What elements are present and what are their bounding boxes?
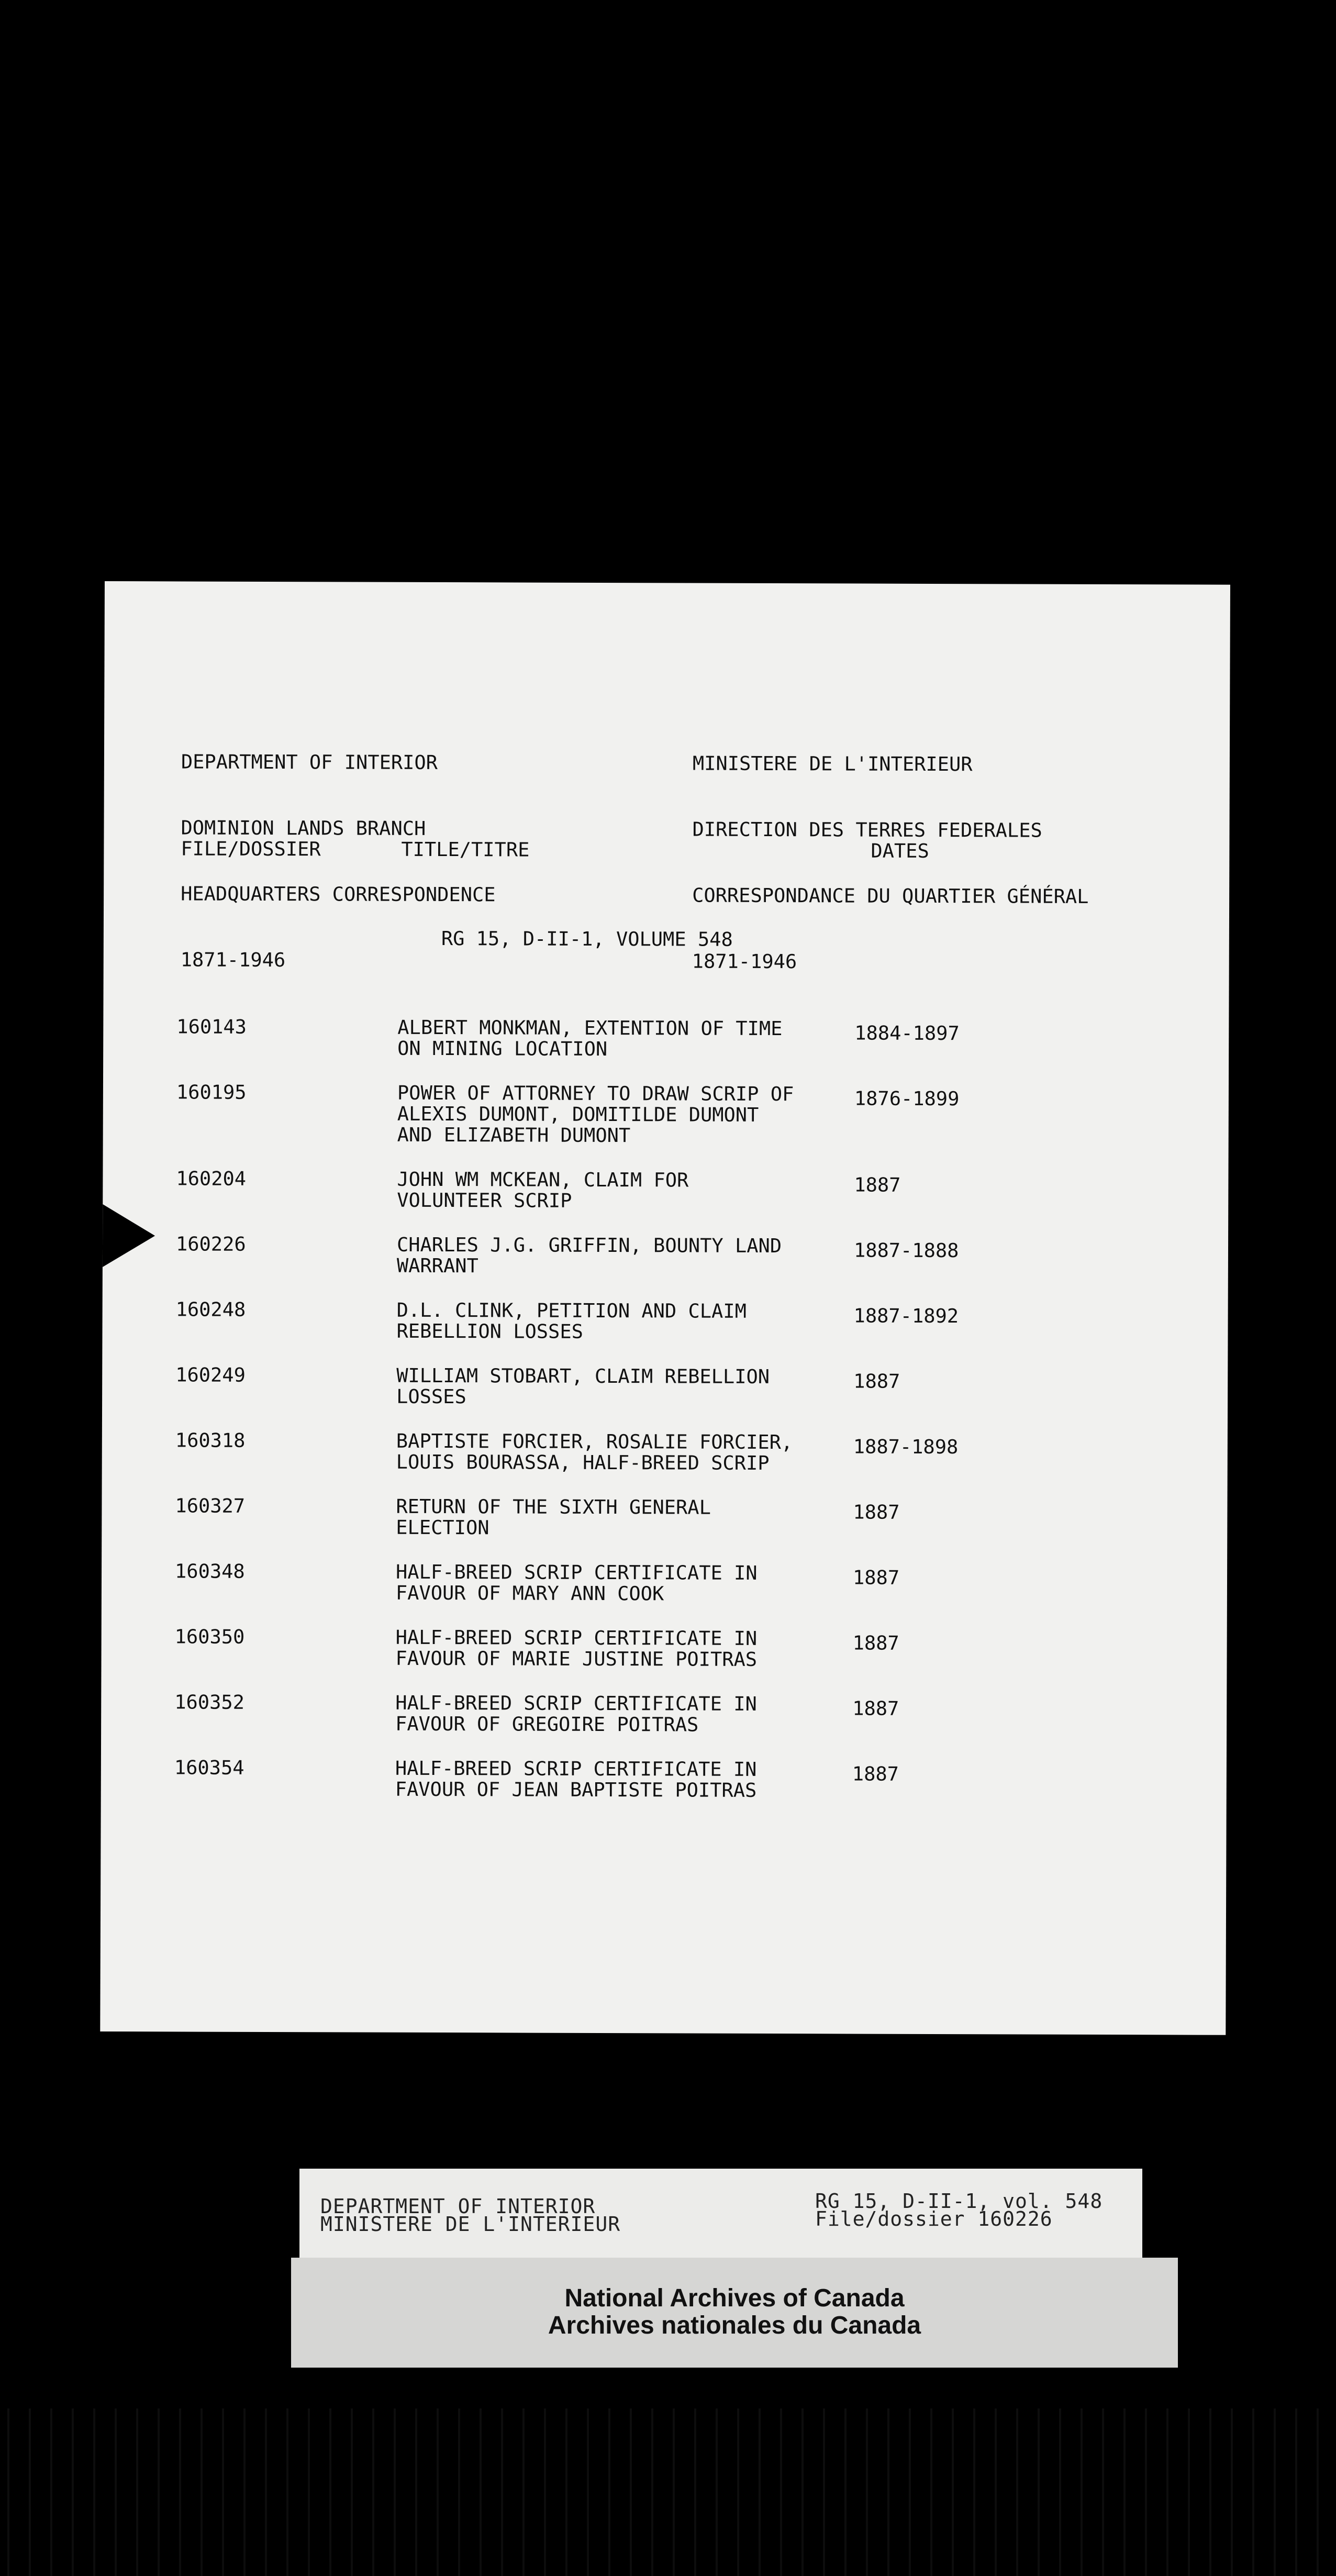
table-row [101, 1756, 1227, 1802]
file-number: 160226 [175, 1233, 246, 1256]
file-title-line: FAVOUR OF GREGOIRE POITRAS [395, 1712, 699, 1736]
file-title-line: ON MINING LOCATION [397, 1037, 608, 1061]
table-row [102, 1560, 1227, 1605]
file-number: 160350 [174, 1625, 245, 1648]
file-title-line: HALF-BREED SCRIP CERTIFICATE IN [395, 1691, 757, 1715]
header-french [692, 709, 1089, 1018]
file-dates: 1887 [854, 1173, 901, 1196]
file-dates: 1887-1888 [853, 1239, 959, 1262]
film-grain [0, 2408, 1336, 2576]
label-line: DEPARTMENT OF INTERIOR [320, 2195, 596, 2218]
file-title-line: FAVOUR OF JEAN BAPTISTE POITRAS [395, 1778, 757, 1802]
file-title-line: WARRANT [396, 1254, 478, 1278]
table-row [101, 1691, 1227, 1736]
file-title [397, 1169, 688, 1212]
header-line: DEPARTMENT OF INTERIOR [181, 750, 438, 774]
table-row [102, 1429, 1228, 1474]
file-title [395, 1692, 757, 1735]
file-title [397, 1017, 782, 1060]
file-title-line: WILLIAM STOBART, CLAIM REBELLION [396, 1364, 770, 1388]
file-title [397, 1234, 782, 1277]
table-row [102, 1625, 1227, 1671]
header-line: MINISTERE DE L'INTERIEUR [692, 752, 973, 776]
file-title-line: LOSSES [396, 1385, 466, 1408]
volume-reference: RG 15, D-II-1, VOLUME 548 [441, 927, 733, 951]
reference-label [299, 2169, 1142, 2268]
archives-label [291, 2258, 1178, 2368]
archives-line: National Archives of Canada [564, 2284, 905, 2312]
file-title [396, 1300, 747, 1342]
file-title-line: REBELLION LOSSES [396, 1319, 583, 1343]
table-row [102, 1494, 1228, 1539]
file-number: 160204 [176, 1167, 247, 1190]
file-title [396, 1561, 758, 1604]
file-number: 160195 [176, 1081, 247, 1104]
table-row [103, 1298, 1228, 1343]
file-title-line: FAVOUR OF MARIE JUSTINE POITRAS [395, 1647, 758, 1671]
file-title-line: ALEXIS DUMONT, DOMITILDE DUMONT [397, 1102, 759, 1126]
label-file-reference [815, 2192, 1103, 2228]
header-line: 1871-1946 [692, 950, 797, 973]
table-row [103, 1233, 1228, 1278]
file-title [396, 1365, 770, 1408]
file-title [397, 1082, 794, 1146]
file-dates: 1887 [852, 1566, 900, 1589]
file-title [395, 1758, 757, 1801]
file-dates: 1887 [852, 1631, 899, 1655]
file-title-line: D.L. CLINK, PETITION AND CLAIM [396, 1298, 747, 1323]
file-number: 160318 [175, 1429, 246, 1452]
file-title-line: HALF-BREED SCRIP CERTIFICATE IN [395, 1757, 757, 1781]
file-number: 160327 [175, 1494, 246, 1517]
archives-name [291, 2285, 1178, 2339]
file-title-line: HALF-BREED SCRIP CERTIFICATE IN [395, 1560, 758, 1584]
label-department [320, 2195, 621, 2236]
header-line: 1871-1946 [180, 948, 286, 972]
table-row [102, 1363, 1228, 1408]
file-title-line: VOLUNTEER SCRIP [397, 1189, 572, 1212]
file-title-line: JOHN WM MCKEAN, CLAIM FOR [397, 1168, 689, 1192]
file-dates: 1887-1898 [853, 1435, 959, 1459]
header-line: DOMINION LANDS BRANCH [181, 816, 426, 840]
file-title-line: FAVOUR OF MARY ANN COOK [395, 1581, 664, 1605]
file-title-line: BAPTISTE FORCIER, ROSALIE FORCIER, [396, 1429, 793, 1454]
file-number: 160143 [176, 1015, 247, 1038]
file-title [395, 1627, 757, 1670]
file-number: 160348 [174, 1560, 245, 1583]
document-page [100, 581, 1230, 2035]
page-notch [103, 1204, 155, 1267]
column-header-title: TITLE/TITRE [401, 838, 530, 861]
file-dates: 1884-1897 [854, 1021, 960, 1045]
table-row [103, 1167, 1228, 1212]
file-dates: 1887 [852, 1762, 899, 1785]
archives-line: Archives nationales du Canada [548, 2312, 921, 2339]
file-dates: 1887 [853, 1501, 900, 1524]
label-line: File/dossier 160226 [815, 2207, 1053, 2230]
file-dates: 1887 [853, 1370, 900, 1393]
header-line: CORRESPONDANCE DU QUARTIER GÉNÉRAL [692, 884, 1089, 908]
file-title [396, 1496, 711, 1539]
header-english [180, 707, 496, 1016]
label-line: MINISTERE DE L'INTERIEUR [320, 2213, 621, 2236]
file-title-line: HALF-BREED SCRIP CERTIFICATE IN [395, 1626, 758, 1650]
file-number: 160352 [174, 1691, 244, 1714]
file-title-line: ALBERT MONKMAN, EXTENTION OF TIME [397, 1016, 783, 1040]
header-line: DIRECTION DES TERRES FEDERALES [692, 818, 1042, 842]
file-title-line: CHARLES J.G. GRIFFIN, BOUNTY LAND [396, 1233, 782, 1258]
file-number: 160249 [175, 1363, 246, 1386]
table-row [103, 1081, 1229, 1147]
column-header-file: FILE/DOSSIER [181, 837, 321, 861]
file-title [396, 1430, 793, 1473]
file-title-line: POWER OF ATTORNEY TO DRAW SCRIP OF [397, 1081, 794, 1106]
file-number: 160354 [174, 1756, 244, 1779]
column-header-dates: DATES [871, 839, 929, 862]
file-dates: 1876-1899 [854, 1087, 960, 1111]
file-number: 160248 [175, 1298, 246, 1321]
file-dates: 1887-1892 [853, 1304, 959, 1328]
file-title-line: RETURN OF THE SIXTH GENERAL [396, 1495, 711, 1519]
file-title-line: ELECTION [396, 1516, 489, 1539]
header-line: HEADQUARTERS CORRESPONDENCE [181, 882, 496, 906]
file-title-line: LOUIS BOURASSA, HALF-BREED SCRIP [396, 1450, 770, 1474]
label-line: RG 15, D-II-1, vol. 548 [815, 2190, 1103, 2213]
file-dates: 1887 [852, 1697, 899, 1720]
file-title-line: AND ELIZABETH DUMONT [397, 1123, 631, 1147]
